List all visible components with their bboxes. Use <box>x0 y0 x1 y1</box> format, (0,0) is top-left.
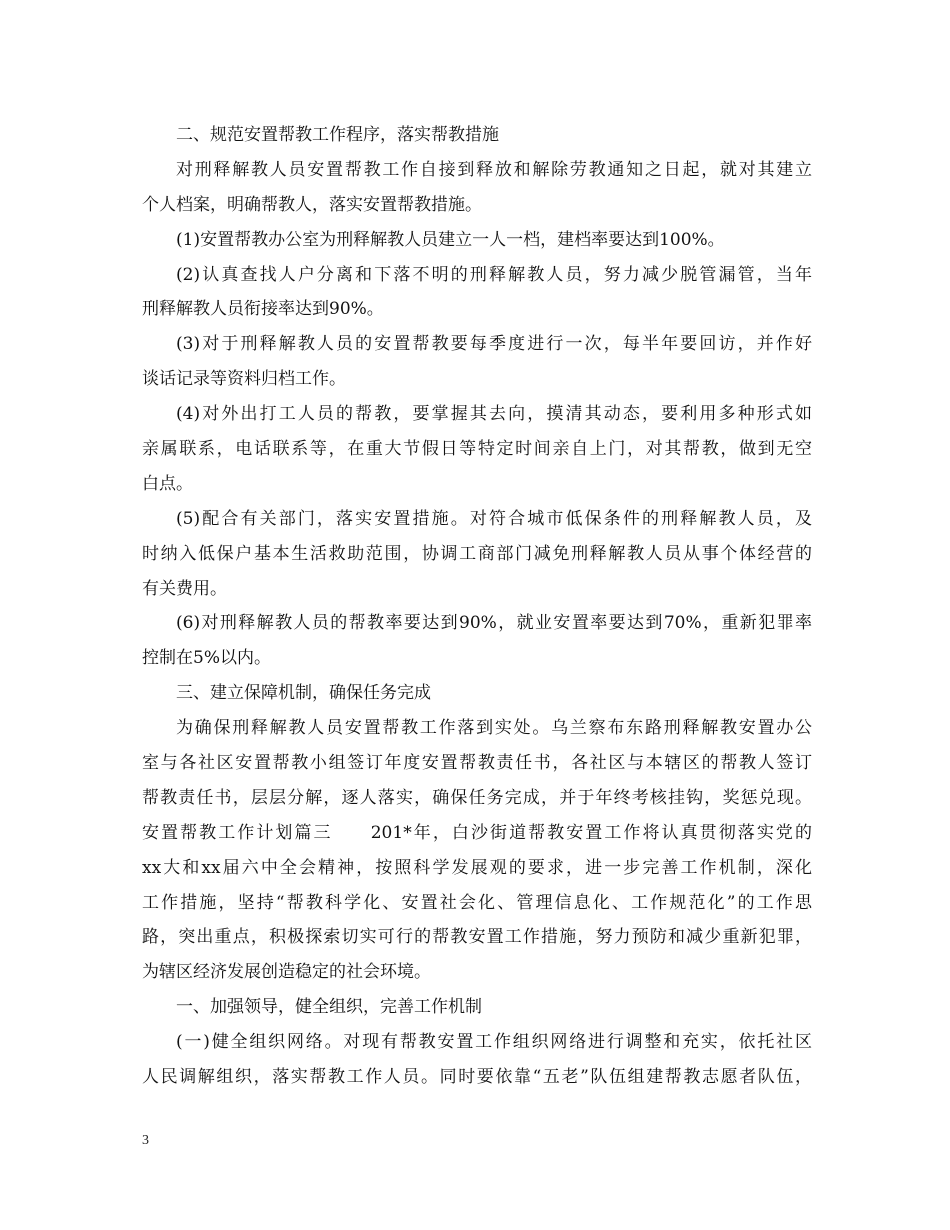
text-line: xx大和xx届六中全会精神，按照科学发展观的要求，进一步完善工作机制，深化 <box>142 857 812 878</box>
text-line: 亲属联系，电话联系等，在重大节假日等特定时间亲自上门，对其帮教，做到无空 <box>142 439 812 460</box>
page-number: 3 <box>142 1133 149 1148</box>
text-line: 为辖区经济发展创造稳定的社会环境。 <box>142 962 431 983</box>
text-line: (6)对刑释解教人员的帮教率要达到90%，就业安置率要达到70%，重新犯罪率 <box>176 613 812 634</box>
document-body <box>142 118 812 1095</box>
text-line: 刑释解教人员衔接率达到90%。 <box>142 299 384 320</box>
text-line: (3)对于刑释解教人员的安置帮教要每季度进行一次，每半年要回访，并作好 <box>176 334 812 355</box>
text-line: 时纳入低保户基本生活救助范围，协调工商部门减免刑释解教人员从事个体经营的 <box>142 543 812 564</box>
text-line: 室与各社区安置帮教小组签订年度安置帮教责任书，各社区与本辖区的帮教人签订 <box>142 753 812 774</box>
text-line: (2)认真查找人户分离和下落不明的刑释解教人员，努力减少脱管漏管，当年 <box>176 264 812 285</box>
text-line: (5)配合有关部门，落实安置措施。对符合城市低保条件的刑释解教人员，及 <box>176 508 812 529</box>
text-line: 安置帮教工作计划篇三 201*年，白沙街道帮教安置工作将认真贯彻落实党的 <box>142 822 812 843</box>
text-line: 一、加强领导，健全组织，完善工作机制 <box>176 997 482 1018</box>
text-line: 对刑释解教人员安置帮教工作自接到释放和解除劳教通知之日起，就对其建立 <box>176 159 812 180</box>
text-line: (一)健全组织网络。对现有帮教安置工作组织网络进行调整和充实，依托社区 <box>176 1032 812 1053</box>
text-line: 路，突出重点，积极探索切实可行的帮教安置工作措施，努力预防和减少重新犯罪， <box>142 927 812 948</box>
text-line: 为确保刑释解教人员安置帮教工作落到实处。乌兰察布东路刑释解教安置办公 <box>176 718 812 739</box>
text-line: 三、建立保障机制，确保任务完成 <box>176 683 431 704</box>
text-line: 工作措施，坚持“帮教科学化、安置社会化、管理信息化、工作规范化”的工作思 <box>142 892 812 913</box>
text-line: 控制在5%以内。 <box>142 648 271 669</box>
text-line: 二、规范安置帮教工作程序，落实帮教措施 <box>176 125 499 145</box>
text-line: (4)对外出打工人员的帮教，要掌握其去向，摸清其动态，要利用多种形式如 <box>176 404 812 425</box>
text-line: 人民调解组织，落实帮教工作人员。同时要依靠“五老”队伍组建帮教志愿者队伍， <box>142 1067 812 1088</box>
text-line: (1)安置帮教办公室为刑释解教人员建立一人一档，建档率要达到100%。 <box>176 229 725 250</box>
text-line: 白点。 <box>142 473 193 494</box>
text-line: 帮教责任书，层层分解，逐人落实，确保任务完成，并于年终考核挂钩，奖惩兑现。 <box>142 787 812 808</box>
text-line: 个人档案，明确帮教人，落实安置帮教措施。 <box>142 194 482 215</box>
text-line: 有关费用。 <box>142 578 227 599</box>
text-line: 谈话记录等资料归档工作。 <box>142 369 346 390</box>
